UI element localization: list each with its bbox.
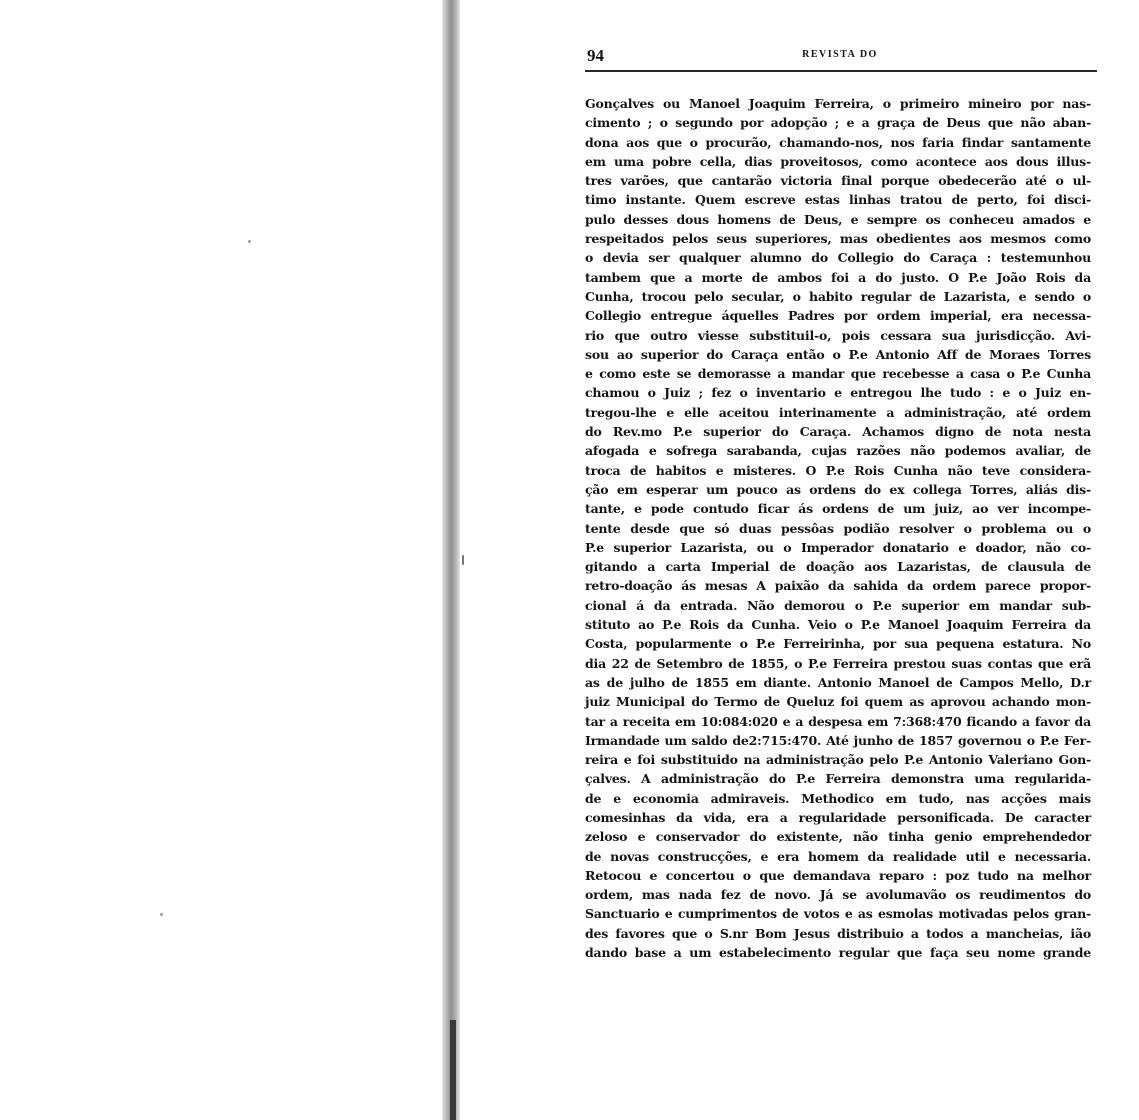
- text-line: de e economia admiraveis. Methodico em tudo, nas acções mais: [585, 790, 1091, 806]
- text-line: e como este se demorasse a mandar que recebesse a casa o P.e Cunha: [585, 366, 1091, 382]
- body-text: [585, 94, 1095, 962]
- text-line: em uma pobre cella, dias proveitosos, como acontece aos dous illus-: [585, 153, 1091, 169]
- speck: [248, 240, 251, 243]
- page-header: [585, 46, 1095, 70]
- header-rule: [585, 70, 1097, 72]
- text-line: des favores que o S.nr Bom Jesus distribuio a todos a mancheias, ião: [585, 925, 1091, 941]
- text-line: Cunha, trocou pelo secular, o habito regular de Lazarista, e sendo o: [585, 288, 1091, 304]
- text-line: dando base a um estabelecimento regular que faça seu nome grande: [585, 945, 1091, 961]
- text-line: çalves. A administração do P.e Ferreira demonstra uma regularida-: [585, 771, 1091, 787]
- text-line: ção em esperar um pouco as ordens do ex collega Torres, aliás dis-: [585, 481, 1091, 497]
- text-line: pulo desses dous homens de Deus, e sempre os conheceu amados e: [585, 211, 1091, 227]
- text-line: o devia ser qualquer alumno do Collegio do Caraça : testemunhou: [585, 250, 1091, 266]
- text-line: gitando a carta Imperial de doação aos Lazaristas, de clausula de: [585, 559, 1091, 575]
- blank-left-page: [0, 0, 438, 1120]
- speck: [160, 913, 163, 916]
- gutter-shadow: [442, 0, 460, 1120]
- text-line: Sanctuario e cumprimentos de votos e as esmolas motivadas pelos gran-: [585, 906, 1091, 922]
- text-line: chamou o Juiz ; fez o inventario e entregou lhe tudo : e o Juiz en-: [585, 385, 1091, 401]
- text-line: troca de habitos e misteres. O P.e Rois Cunha não teve considera-: [585, 462, 1091, 478]
- text-line: tambem que a morte de ambos foi a do justo. O P.e João Rois da: [585, 269, 1091, 285]
- text-line: tante, e pode contudo ficar ás ordens de um juiz, ao ver incompe-: [585, 501, 1091, 517]
- text-line: sou ao superior do Caraça então o P.e Antonio Aff de Moraes Torres: [585, 346, 1091, 362]
- text-line: do Rev.mo P.e superior do Caraça. Achamos digno de nota nesta: [585, 424, 1091, 440]
- text-line: retro-doação ás mesas A paixão da sahida da ordem parece propor-: [585, 578, 1091, 594]
- text-line: tregou-lhe e elle aceitou interinamente a administração, até ordem: [585, 404, 1091, 420]
- page-number: 94: [587, 46, 604, 65]
- text-line: juiz Municipal do Termo de Queluz foi quem as aprovou achando mon-: [585, 694, 1091, 710]
- text-line: tar a receita em 10:084:020 e a despesa em 7:368:470 ficando a favor da: [585, 713, 1091, 729]
- text-line: afogada e sofrega sarabanda, cujas razões não podemos avaliar, de: [585, 443, 1091, 459]
- text-line: zeloso e conservador do existente, não tinha genio emprehendedor: [585, 829, 1091, 845]
- text-line: comesinhas da vida, era a regularidade personificada. De caracter: [585, 809, 1091, 825]
- text-line: dia 22 de Setembro de 1855, o P.e Ferreira prestou suas contas que erã: [585, 655, 1091, 671]
- text-line: dona aos que o procurão, chamando-nos, nos faria findar santamente: [585, 134, 1091, 150]
- text-line: tente desde que só duas pessôas podião resolver o problema ou o: [585, 520, 1091, 536]
- text-line: Costa, popularmente o P.e Ferreirinha, por sua pequena estatura. No: [585, 636, 1091, 652]
- text-line: reira e foi substituido na administração pelo P.e Antonio Valeriano Gon-: [585, 752, 1091, 768]
- text-line: cional á da entrada. Não demorou o P.e superior em mandar sub-: [585, 597, 1091, 613]
- text-line: Gonçalves ou Manoel Joaquim Ferreira, o primeiro mineiro por nas-: [585, 96, 1091, 111]
- text-line: cimento ; o segundo por adopção ; e a graça de Deus que não aban-: [585, 115, 1091, 131]
- text-line: ordem, mas nada fez de novo. Já se avolumavão os reudimentos do: [585, 887, 1091, 903]
- text-line: respeitados pelos seus superiores, mas obedientes aos mesmos como: [585, 231, 1091, 247]
- text-line: as de julho de 1855 em diante. Antonio Manoel de Campos Mello, D.r: [585, 674, 1091, 690]
- text-line: tres varões, que cantarão victoria final porque obedecerão até o ul-: [585, 173, 1091, 189]
- text-line: de novas construcções, e era homem da realidade util e necessaria.: [585, 848, 1091, 864]
- right-page: [585, 46, 1095, 962]
- text-line: rio que outro viesse substituil-o, pois cessara sua jurisdicção. Avi-: [585, 327, 1091, 343]
- text-line: Collegio entregue áquelles Padres por ordem imperial, era necessa-: [585, 308, 1091, 324]
- text-line: Retocou e concertou o que demandava reparo : poz tudo na melhor: [585, 867, 1091, 883]
- text-line: stituto ao P.e Rois da Cunha. Veio o P.e Manoel Joaquim Ferreira da: [585, 617, 1091, 633]
- text-line: Irmandade um saldo de2:715:470. Até junho de 1857 governou o P.e Fer-: [585, 732, 1091, 748]
- gutter-dark-edge: [450, 1020, 456, 1120]
- text-line: timo instante. Quem escreve estas linhas tratou de perto, foi disci-: [585, 192, 1091, 208]
- text-line: P.e superior Lazarista, ou o Imperador donatario e doador, não co-: [585, 539, 1091, 555]
- running-head: REVISTA DO: [802, 49, 878, 60]
